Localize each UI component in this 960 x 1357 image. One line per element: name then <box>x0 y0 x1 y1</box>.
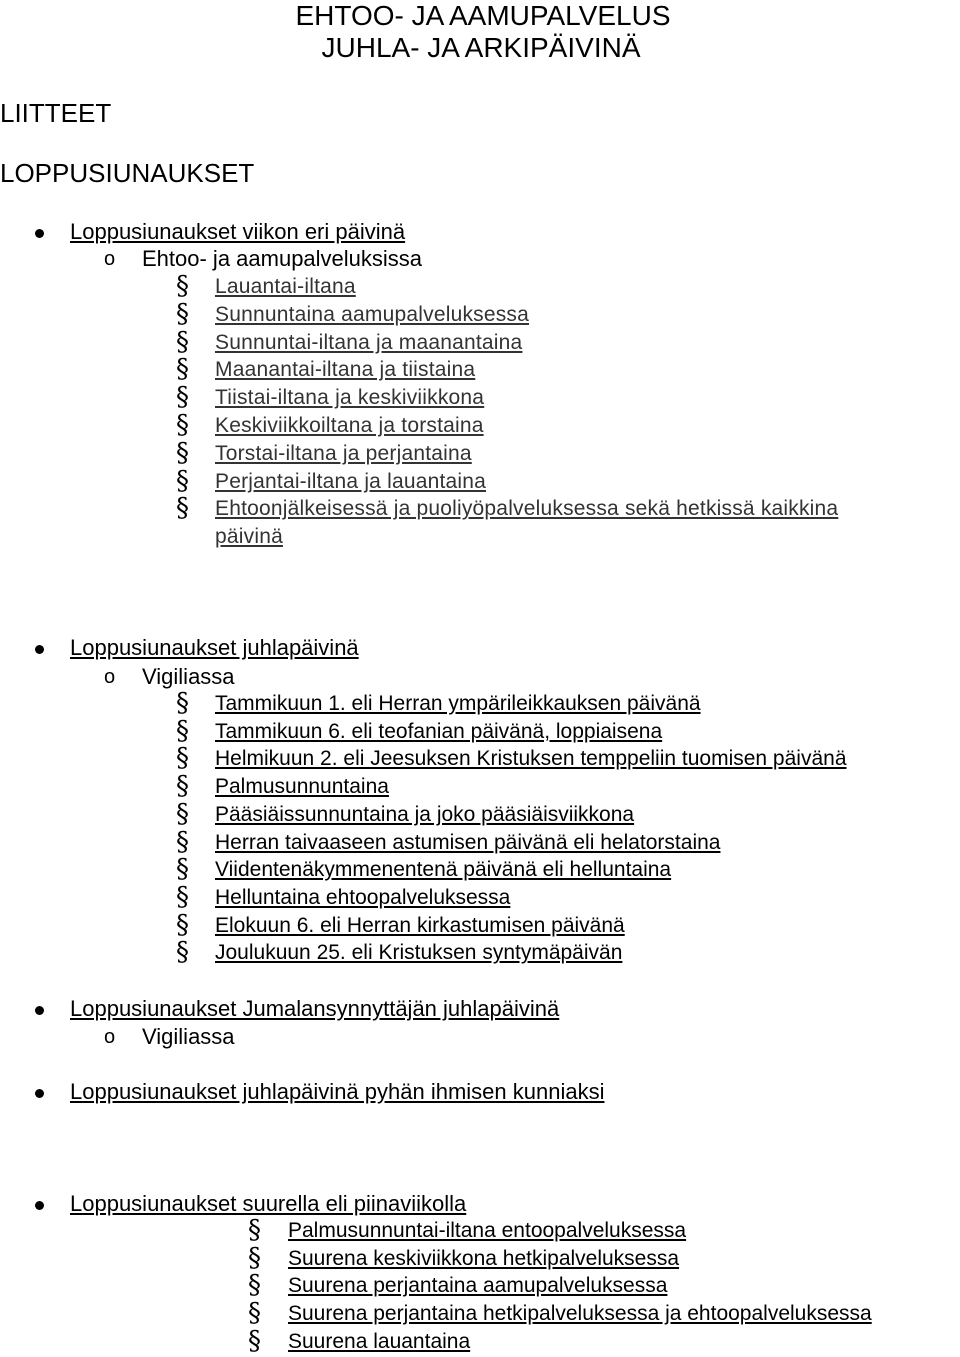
list-item-link[interactable]: Torstai-iltana ja perjantaina <box>215 441 472 465</box>
list-item-link[interactable]: Palmusunnuntaina <box>215 775 389 799</box>
section-mark-icon: § <box>176 354 189 385</box>
list-item-link[interactable]: Perjantai-iltana ja lauantaina <box>215 469 487 493</box>
title-line-1: EHTOO- JA AAMUPALVELUS <box>295 0 671 31</box>
section-mark-icon: § <box>176 271 189 301</box>
list-item-link[interactable]: Helluntaina ehtoopalveluksessa <box>215 885 511 909</box>
heading-liitteet: LIITTEET <box>0 98 112 128</box>
circle-bullet-icon: o <box>104 248 116 270</box>
section-mark-icon: § <box>176 826 189 857</box>
section-mark-icon: § <box>248 1215 261 1245</box>
section-mark-icon: § <box>176 688 189 718</box>
section-mark-icon: § <box>176 937 189 968</box>
list-item-link[interactable]: Tiistai-iltana ja keskiviikkona <box>215 386 485 410</box>
list-item-link[interactable]: Suurena perjantaina hetkipalveluksessa ja ehtoopalveluksessa <box>288 1302 872 1326</box>
section-mark-icon: § <box>176 437 189 468</box>
list-item-link[interactable]: Keskiviikkoiltana ja torstaina <box>215 414 484 437</box>
list-item-link[interactable]: Elokuun 6. eli Herran kirkastumisen päivänä <box>215 913 625 937</box>
section-mark-icon: § <box>248 1242 261 1273</box>
bullet-icon <box>35 1089 44 1098</box>
document-title <box>258 0 708 64</box>
link-section-pyhan-ihmisen[interactable]: Loppusiunaukset juhlapäivinä pyhän ihmisen kunniaksi <box>70 1079 605 1104</box>
section-mark-icon: § <box>176 771 189 802</box>
section-mark-icon: § <box>176 909 189 940</box>
circle-bullet-icon: o <box>104 666 116 688</box>
list-item-link[interactable]: Sunnuntai-iltana ja maanantaina <box>215 330 523 354</box>
list-item-link[interactable]: Helmikuun 2. eli Jeesuksen Kristuksen temppeliin tuomisen päivänä <box>215 747 847 771</box>
circle-bullet-icon: o <box>104 1026 116 1048</box>
section-mark-icon: § <box>248 1325 261 1356</box>
subheading-vigiliassa-2: Vigiliassa <box>142 1024 235 1049</box>
section-mark-icon: § <box>176 410 189 440</box>
bullet-icon <box>35 229 44 238</box>
bullet-icon <box>35 1201 44 1210</box>
list-item-link[interactable]: päivinä <box>215 525 283 549</box>
subheading-vigiliassa: Vigiliassa <box>142 664 235 689</box>
link-section-juhlapaivina[interactable]: Loppusiunaukset juhlapäivinä <box>70 635 359 660</box>
list-item-link[interactable]: Suurena perjantaina aamupalveluksessa <box>288 1274 668 1298</box>
list-item-link[interactable]: Herran taivaaseen astumisen päivänä eli helatorstaina <box>215 830 721 854</box>
list-item-link[interactable]: Pääsiäissunnuntaina ja joko pääsiäisviikkona <box>215 802 635 826</box>
section-mark-icon: § <box>176 465 189 496</box>
bullet-icon <box>35 1006 44 1015</box>
list-item-link[interactable]: Ehtoonjälkeisessä ja puoliyöpalveluksessa sekä hetkissä kaikkina <box>215 497 839 521</box>
section-mark-icon: § <box>248 1270 261 1301</box>
section-mark-icon: § <box>176 493 189 524</box>
section-mark-icon: § <box>176 326 189 357</box>
link-section-jumalansynnyttajan[interactable]: Loppusiunaukset Jumalansynnyttäjän juhlapäivinä <box>70 996 560 1021</box>
list-item-link[interactable]: Maanantai-iltana ja tiistaina <box>215 358 476 382</box>
list-item-link[interactable]: Tammikuun 1. eli Herran ympärileikkauksen päivänä <box>215 692 701 715</box>
bullet-icon <box>35 645 44 654</box>
section-mark-icon: § <box>176 743 189 774</box>
subheading-ehtoo-aamupalveluksissa: Ehtoo- ja aamupalveluksissa <box>142 246 423 271</box>
list-item-link[interactable]: Lauantai-iltana <box>215 275 356 298</box>
list-item-link[interactable]: Joulukuun 25. eli Kristuksen syntymäpäivän <box>215 941 623 965</box>
section-mark-icon: § <box>176 715 189 746</box>
section-mark-icon: § <box>248 1298 261 1329</box>
list-item-link[interactable]: Palmusunnuntai-iltana entoopalveluksessa <box>288 1219 687 1242</box>
section-mark-icon: § <box>176 382 189 413</box>
list-item-link[interactable]: Viidentenäkymmenentenä päivänä eli helluntaina <box>215 858 672 882</box>
title-line-2: JUHLA- JA ARKIPÄIVINÄ <box>321 32 641 63</box>
section-mark-icon: § <box>176 881 189 912</box>
heading-loppusiunaukset: LOPPUSIUNAUKSET <box>0 158 255 188</box>
list-item-link[interactable]: Suurena keskiviikkona hetkipalveluksessa <box>288 1246 680 1270</box>
list-item-link[interactable]: Suurena lauantaina <box>288 1329 471 1353</box>
section-mark-icon: § <box>176 854 189 885</box>
list-item-link[interactable]: Sunnuntaina aamupalveluksessa <box>215 302 530 326</box>
list-item-link[interactable]: Tammikuun 6. eli teofanian päivänä, loppiaisena <box>215 719 663 743</box>
section-mark-icon: § <box>176 798 189 829</box>
link-section-piinaviikolla[interactable]: Loppusiunaukset suurella eli piinaviikolla <box>70 1191 467 1216</box>
section-mark-icon: § <box>176 298 189 329</box>
link-section-viikon-eri-paivina[interactable]: Loppusiunaukset viikon eri päivinä <box>70 219 406 244</box>
